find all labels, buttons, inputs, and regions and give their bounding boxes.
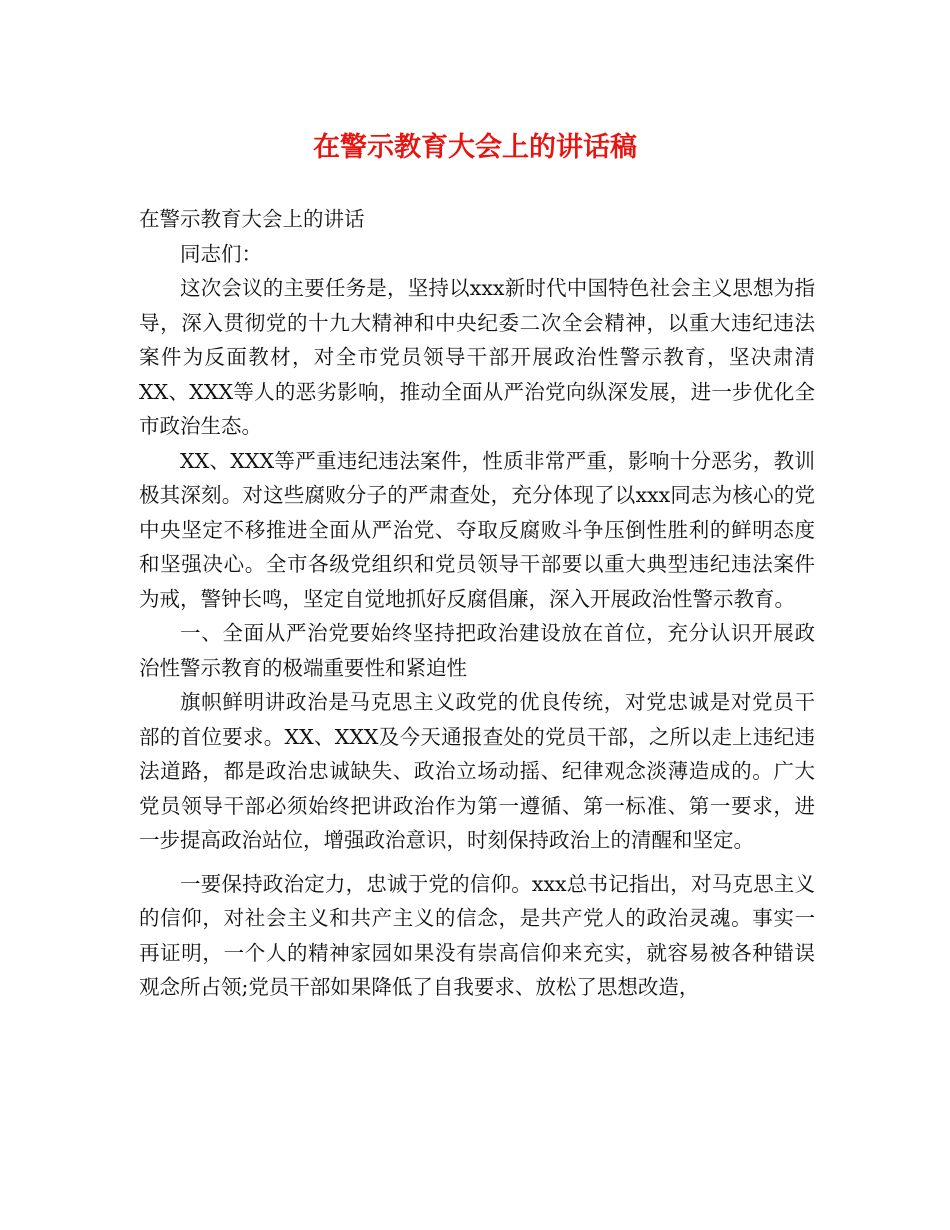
paragraph: 旗帜鲜明讲政治是马克思主义政党的优良传统，对党忠诚是对党员干部的首位要求。XX、XXX及今天通报查处的党员干部，之所以走上违纪违法道路，都是政治忠诚缺失、政治立场动摇、纪律观念淡薄造成的。广大党员领导干部必须始终把讲政治作为第一遵循、第一标准、第一要求，进一步提高政治站位，增强政治意识，时刻保持政治上的清醒和坚定。	[139, 690, 815, 852]
document-body	[139, 202, 815, 1005]
document-title: 在警示教育大会上的讲话稿	[313, 132, 637, 163]
paragraph: XX、XXX等严重违纪违法案件，性质非常严重，影响十分恶劣，教训极其深刻。对这些腐败分子的严肃查处，充分体现了以xxx同志为核心的党中央坚定不移推进全面从严治党、夺取反腐败斗争压倒性胜利的鲜明态度和坚强决心。全市各级党组织和党员领导干部要以重大典型违纪违法案件为戒，警钟长鸣，坚定自觉地抓好反腐倡廉，深入开展政治性警示教育。	[139, 448, 815, 611]
speech-heading: 在警示教育大会上的讲话	[139, 207, 365, 231]
salutation: 同志们：	[180, 241, 262, 266]
section-heading: 一、全面从严治党要始终坚持把政治建设放在首位，充分认识开展政治性警示教育的极端重要性和紧迫性	[139, 621, 815, 680]
paragraph: 这次会议的主要任务是，坚持以xxx新时代中国特色社会主义思想为指导，深入贯彻党的十九大精神和中央纪委二次全会精神，以重大违纪违法案件为反面教材，对全市党员领导干部开展政治性警示教育，坚决肃清XX、XXX等人的恶劣影响，推动全面从严治党向纵深发展，进一步优化全市政治生态。	[139, 276, 815, 438]
paragraph: 一要保持政治定力，忠诚于党的信仰。xxx总书记指出，对马克思主义的信仰，对社会主义和共产主义的信念，是共产党人的政治灵魂。事实一再证明，一个人的精神家园如果没有崇高信仰来充实，就容易被各种错误观念所占领;党员干部如果降低了自我要求、放松了思想改造，	[139, 871, 815, 999]
